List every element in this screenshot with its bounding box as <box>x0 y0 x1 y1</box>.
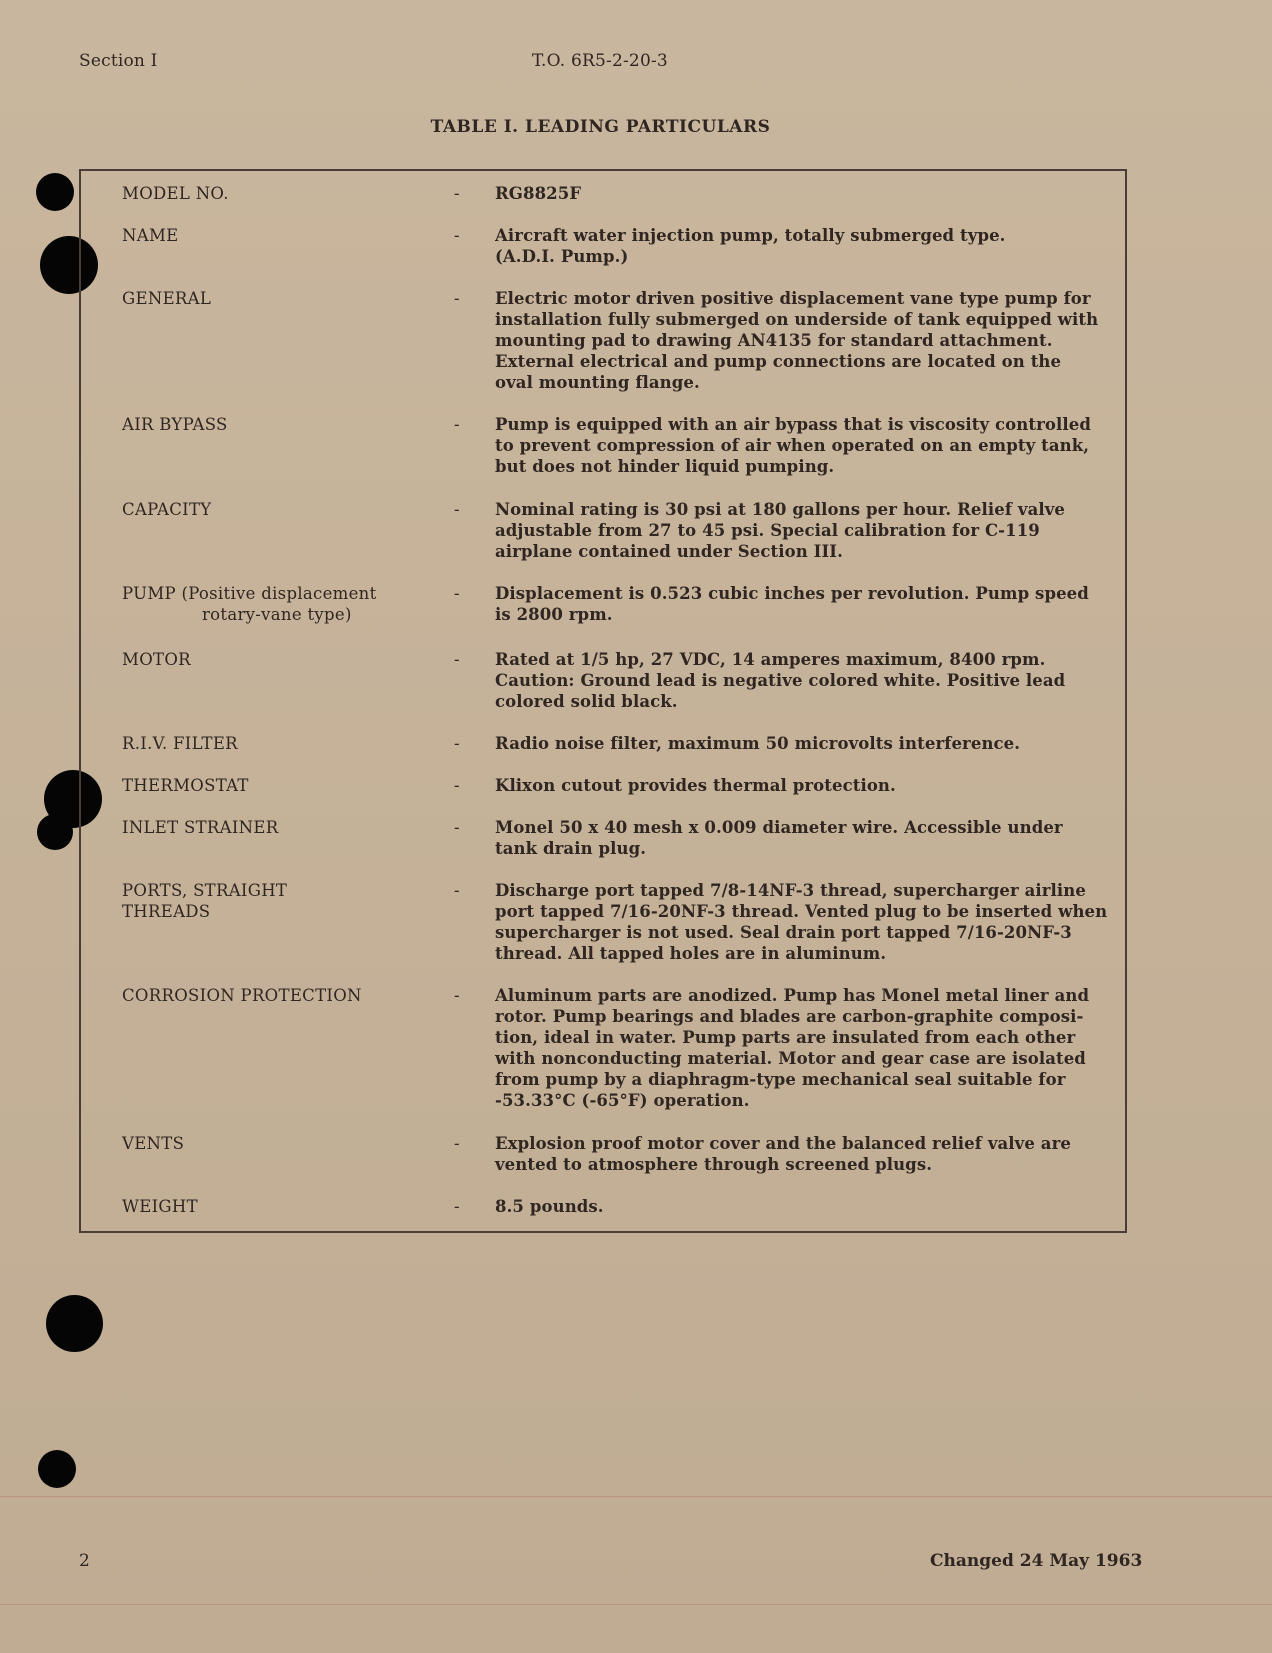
leading-particulars-table <box>79 169 1127 1233</box>
row-value: Electric motor driven positive displacement vane type pump for installation fully submerged on underside of tank equipped with mounting pad to drawing AN4135 for standard attachment. External electrical and pump connections are located on the oval mounting flange. <box>495 289 1099 392</box>
row-dash: - <box>454 226 460 245</box>
row-label: CORROSION PROTECTION <box>122 986 362 1005</box>
row-dash: - <box>454 1134 460 1153</box>
row-label: GENERAL <box>122 289 212 308</box>
row-dash: - <box>454 734 460 753</box>
row-dash: - <box>454 415 460 434</box>
row-label: MODEL NO. <box>122 184 229 203</box>
row-label: MOTOR <box>122 650 191 669</box>
page-number: 2 <box>79 1551 90 1571</box>
row-value: Displacement is 0.523 cubic inches per revolution. Pump speed is 2800 rpm. <box>495 584 1089 624</box>
table-title: TABLE I. LEADING PARTICULARS <box>430 117 771 137</box>
row-label: INLET STRAINER <box>122 818 279 837</box>
row-label: VENTS <box>122 1134 185 1153</box>
binder-hole <box>36 173 74 211</box>
section-label: Section I <box>79 51 158 71</box>
row-dash: - <box>454 289 460 308</box>
row-dash: - <box>454 1197 460 1216</box>
row-label: THERMOSTAT <box>122 776 249 795</box>
row-dash: - <box>454 500 460 519</box>
to-number: T.O. 6R5-2-20-3 <box>532 51 668 71</box>
row-dash: - <box>454 881 460 900</box>
row-value: Pump is equipped with an air bypass that is viscosity controlled to prevent compression of air when operated on an empty tank, but does not hinder liquid pumping. <box>495 415 1091 476</box>
divider <box>0 1604 1272 1605</box>
change-date: Changed 24 May 1963 <box>930 1551 1143 1571</box>
row-label <box>122 583 422 625</box>
row-value: Aluminum parts are anodized. Pump has Monel metal liner and rotor. Pump bearings and blades are carbon-graphite composi- tion, ideal in water. Pump parts are insulated from each other with nonconducting material. Motor and gear case are isolated from pump by a diaphragm-type mechanical seal suitable for -53.33°C (-65°F) operation. <box>495 986 1090 1110</box>
row-dash: - <box>454 986 460 1005</box>
divider <box>0 1496 1272 1497</box>
row-value: 8.5 pounds. <box>495 1197 604 1216</box>
row-value: Rated at 1/5 hp, 27 VDC, 14 amperes maximum, 8400 rpm. Caution: Ground lead is negative colored white. Positive lead colored solid black. <box>495 650 1066 711</box>
row-value: Klixon cutout provides thermal protection. <box>495 776 896 795</box>
row-value: Aircraft water injection pump, totally submerged type. (A.D.I. Pump.) <box>495 226 1006 266</box>
row-value: RG8825F <box>495 184 582 203</box>
row-label: WEIGHT <box>122 1197 198 1216</box>
row-label-line2: THREADS <box>122 902 211 921</box>
row-label: AIR BYPASS <box>122 415 228 434</box>
row-value: Monel 50 x 40 mesh x 0.009 diameter wire. Accessible under tank drain plug. <box>495 818 1063 858</box>
row-dash: - <box>454 818 460 837</box>
row-value: Explosion proof motor cover and the balanced relief valve are vented to atmosphere through screened plugs. <box>495 1134 1071 1174</box>
row-label-line1: PORTS, STRAIGHT <box>122 881 288 900</box>
row-label: CAPACITY <box>122 500 212 519</box>
row-dash: - <box>454 184 460 203</box>
row-label: NAME <box>122 226 179 245</box>
row-label-line2: rotary-vane type) <box>202 605 352 624</box>
row-label: R.I.V. FILTER <box>122 734 238 753</box>
row-value: Discharge port tapped 7/8-14NF-3 thread, supercharger airline port tapped 7/16-20NF-3 thread. Vented plug to be inserted when supercharger is not used. Seal drain port tapped 7/16-20NF-3 thread. All tapped holes are in aluminum. <box>495 881 1108 963</box>
row-value: Radio noise filter, maximum 50 microvolts interference. <box>495 734 1021 753</box>
row-label-line1: PUMP (Positive displacement <box>122 584 377 603</box>
binder-hole <box>38 1450 76 1488</box>
row-dash: - <box>454 584 460 603</box>
row-label <box>122 880 422 922</box>
row-dash: - <box>454 776 460 795</box>
row-value: Nominal rating is 30 psi at 180 gallons per hour. Relief valve adjustable from 27 to 45 psi. Special calibration for C-119 airplane contained under Section III. <box>495 500 1066 561</box>
binder-hole <box>37 814 73 850</box>
row-dash: - <box>454 650 460 669</box>
binder-hole <box>46 1295 103 1352</box>
